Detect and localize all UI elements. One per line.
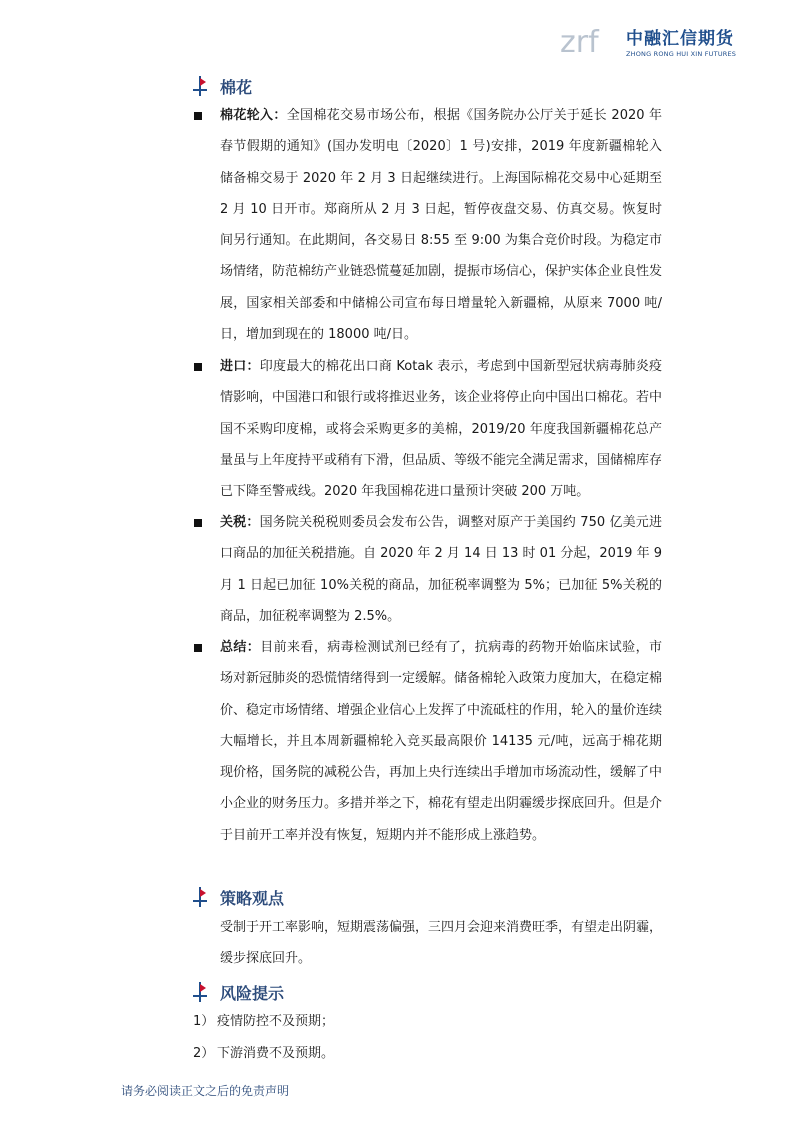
company-name-en: ZHONG RONG HUI XIN FUTURES [626,50,737,58]
section-heading-risk [192,980,284,1004]
paragraph-text: 全国棉花交易市场公布，根据《国务院办公厅关于延长 2020 年春节假期的通知》(国办发明电〔2020〕1 号)安排，2019 年度新疆棉轮入储备棉交易于 2020 年 2 月 3 日起继续进行。上海国际棉花交易中心延期至 2 月 10 日开市。郑商所从 2 月 3 日起，暂停夜盘交易、仿真交易。恢复时间另行通知。在此期间，各交易日 8:55 至 9:00 为集合竞价时段。为稳定市场情绪，防范棉纺产业链恐慌蔓延加剧，提振市场信心，保护实体企业良性发展，国家相关部委和中储棉公司宣布每日增量轮入新疆棉，从原来 7000 吨/日，增加到现在的 18000 吨/日。 [220,108,663,343]
company-logo [560,18,750,68]
paragraph-text: 印度最大的棉花出口商 Kotak 表示，考虑到中国新型冠状病毒肺炎疫情影响，中国港口和银行或将推迟业务，该企业将停止向中国出口棉花。若中国不采购印度棉，或将会采购更多的美棉，2019/20 年度我国新疆棉花总产量虽与上年度持平或稍有下滑，但品质、等级不能完全满足需求，国储棉库存已下降至警戒线。2020 年我国棉花进口量预计突破 200 万吨。 [220,359,663,500]
risk-item-text: 下游消费不及预期。 [217,1046,335,1061]
paragraph-text: 国务院关税税则委员会发布公告，调整对原产于美国约 750 亿美元进口商品的加征关税措施。自 2020 年 2 月 14 日 13 时 01 分起，2019 年 9 月 1 日起已加征 10%关税的商品，加征税率调整为 5%；已加征 5%关税的商品，加征税率调整为 2.5%。 [220,515,662,624]
paragraph-cotton-rotation [220,100,662,350]
risk-item-number: 2） [193,1046,215,1061]
section-pin-icon [192,887,208,907]
paragraph-strategy: 受制于开工率影响，短期震荡偏强，三四月会迎来消费旺季，有望走出阴霾，缓步探底回升。 [220,920,663,967]
bullet-square [194,363,202,371]
paragraph-keyword: 棉花轮入： [220,108,287,123]
section-title: 棉花 [220,77,253,97]
risk-list-item [193,1012,334,1032]
section-pin-icon [192,76,208,96]
disclaimer-footer: 请务必阅读正文之后的免责声明 [121,1084,290,1098]
risk-item-number: 1） [193,1014,215,1029]
bullet-square [194,644,202,652]
risk-item-text: 疫情防控不及预期； [217,1014,335,1029]
logo-mark-text: zrf [560,25,599,58]
bullet-square [194,519,202,527]
section-title: 策略观点 [220,888,285,908]
section-title: 风险提示 [220,983,285,1003]
paragraph-keyword: 进口： [220,359,260,374]
section-heading-strategy [192,885,284,909]
paragraph-summary [220,632,662,851]
risk-list-item [193,1044,334,1064]
zrf-logo-mark [560,20,622,58]
paragraph-keyword: 关税： [220,515,260,530]
section-pin-icon [192,982,208,1002]
paragraph-text: 目前来看，病毒检测试剂已经有了，抗病毒的药物开始临床试验，市场对新冠肺炎的恐慌情绪得到一定缓解。储备棉轮入政策力度加大，在稳定棉价、稳定市场情绪、增强企业信心上发挥了中流砥柱的作用，轮入的量价连续大幅增长，并且本周新疆棉轮入竞买最高限价 14135 元/吨，远高于棉花期现价格，国务院的减税公告，再加上央行连续出手增加市场流动性，缓解了中小企业的财务压力。多措并举之下，棉花有望走出阴霾缓步探底回升。但是介于目前开工率并没有恢复，短期内并不能形成上涨趋势。 [220,640,663,843]
paragraph-import [220,351,662,507]
section-heading-cotton [192,74,252,98]
bullet-square [194,112,202,120]
paragraph-tariff [220,507,662,632]
company-name-cn: 中融汇信期货 [626,29,734,49]
paragraph-keyword: 总结： [220,640,261,655]
